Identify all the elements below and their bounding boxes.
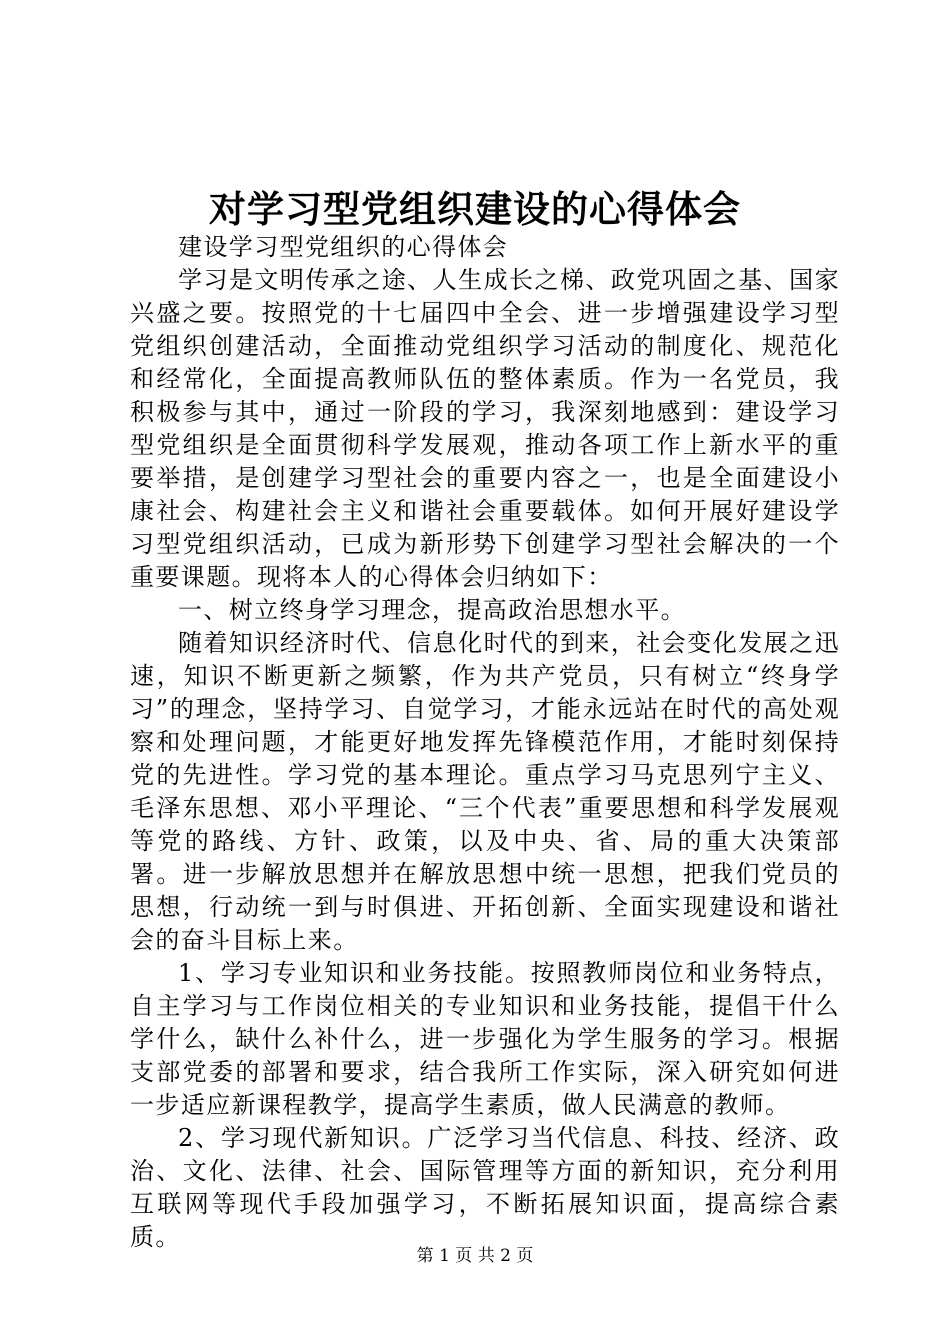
document-title: 对学习型党组织建设的心得体会	[209, 187, 741, 231]
paragraph-intro: 学习是文明传承之途、人生成长之梯、政党巩固之基、国家兴盛之要。按照党的十七届四中全会、进一步增强建设学习型党组织创建活动，全面推动党组织学习活动的制度化、规范化和经常化，全面提高教师队伍的整体素质。作为一名党员，我积极参与其中，通过一阶段的学习，我深刻地感到：建设学习型党组织是全面贯彻科学发展观，推动各项工作上新水平的重要举措，是创建学习型社会的重要内容之一，也是全面建设小康社会、构建社会主义和谐社会重要载体。如何开展好建设学习型党组织活动，已成为新形势下创建学习型社会解决的一个重要课题。现将本人的心得体会归纳如下：	[130, 266, 840, 591]
paragraph-point-1: 1、学习专业知识和业务技能。按照教师岗位和业务特点，自主学习与工作岗位相关的专业知识和业务技能，提倡干什么学什么，缺什么补什么，进一步强化为学生服务的学习。根据支部党委的部署和要求，结合我所工作实际，深入研究如何进一步适应新课程教学，提高学生素质，做人民满意的教师。	[130, 959, 840, 1119]
paragraph-point-2: 2、学习现代新知识。广泛学习当代信息、科技、经济、政治、文化、法律、社会、国际管理等方面的新知识，充分利用互联网等现代手段加强学习，不断拓展知识面，提高综合素质。	[130, 1124, 840, 1251]
section-heading-1: 一、树立终身学习理念，提高政治思想水平。	[178, 596, 686, 624]
paragraph-subtitle: 建设学习型党组织的心得体会	[178, 233, 509, 261]
page-footer: 第 1 页 共 2 页	[416, 1246, 534, 1266]
paragraph-section-1: 随着知识经济时代、信息化时代的到来，社会变化发展之迅速，知识不断更新之频繁，作为共产党员，只有树立“终身学习”的理念，坚持学习、自觉学习，才能永远站在时代的高处观察和处理问题，才能更好地发挥先锋模范作用，才能时刻保持党的先进性。学习党的基本理论。重点学习马克思列宁主义、毛泽东思想、邓小平理论、“三个代表”重要思想和科学发展观等党的路线、方针、政策，以及中央、省、局的重大决策部署。进一步解放思想并在解放思想中统一思想，把我们党员的思想，行动统一到与时俱进、开拓创新、全面实现建设和谐社会的奋斗目标上来。	[130, 629, 840, 954]
document-body	[130, 231, 840, 1254]
